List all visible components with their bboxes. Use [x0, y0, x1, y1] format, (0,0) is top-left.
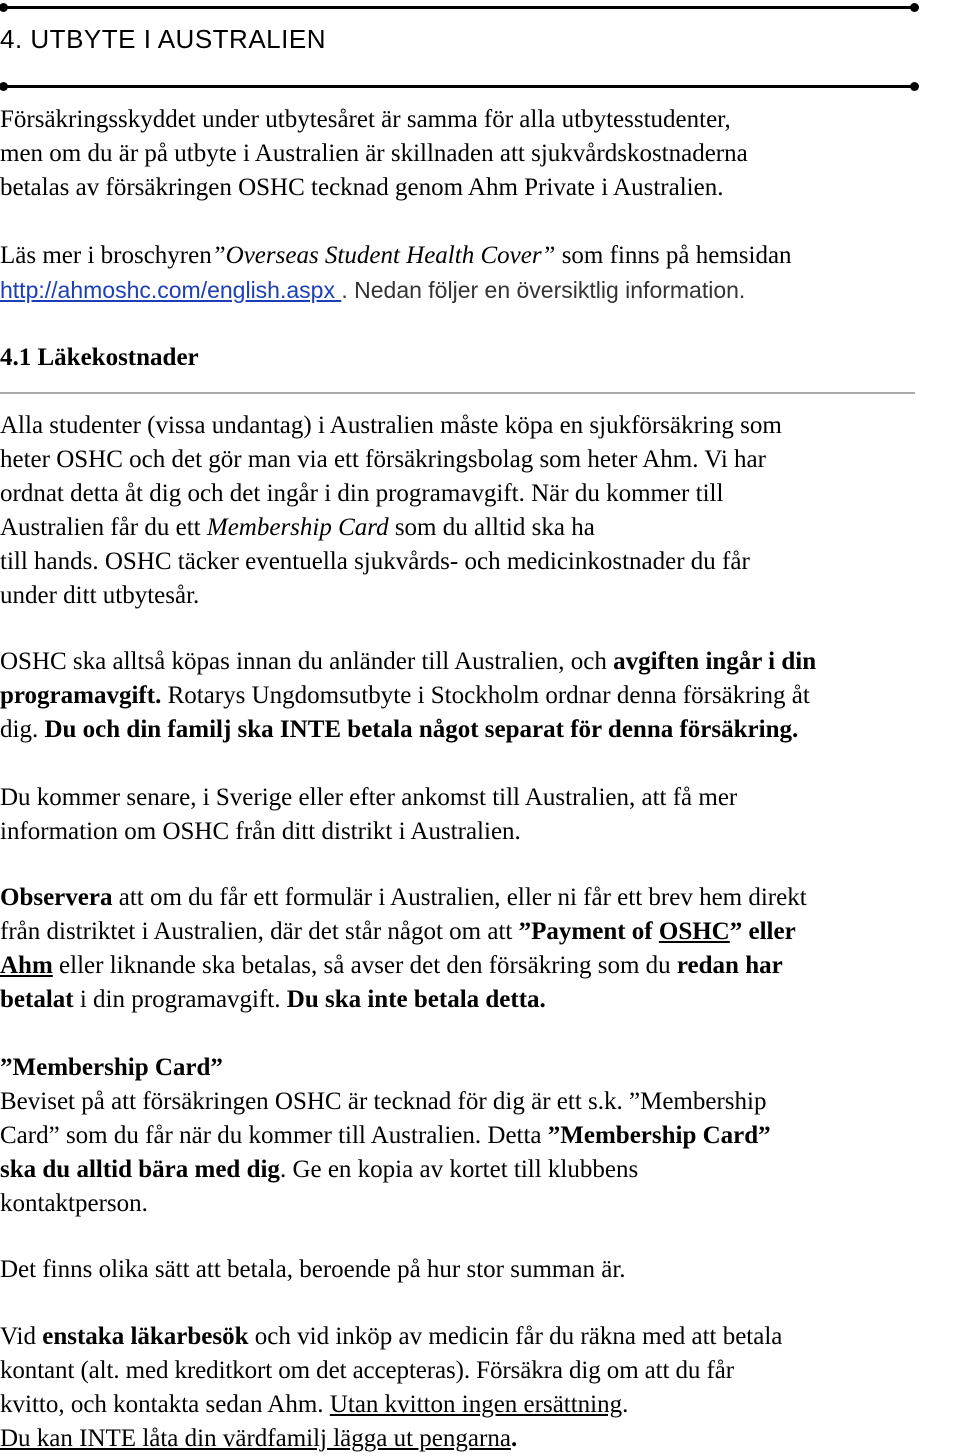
paragraph-1: Alla studenter (vissa undantag) i Australien måste köpa en sjukförsäkring som heter OSHC och det gör man via ett försäkringsbolag som heter Ahm. Vi har ordnat detta åt dig och det ingår i din programavgift. När du kommer till Australien får du ett Membership Card som du alltid ska ha till hands. OSHC täcker eventuella sjukvårds- och medicinkostnader du får under ditt utbytesår. [0, 412, 782, 609]
readmore-paragraph: Läs mer i broschyren”Overseas Student Health Cover” som finns på hemsidan http://ahmoshc.com/english.aspx . Nedan följer en översiktlig information. [0, 242, 792, 303]
paragraph-3: Du kommer senare, i Sverige eller efter ankomst till Australien, att få mer information om OSHC från ditt distrikt i Australien. [0, 784, 738, 845]
brochure-title: ”Overseas Student Health Cover” [211, 242, 556, 269]
title-rule [0, 85, 915, 88]
paragraph-7: Vid enstaka läkarbesök och vid inköp av medicin får du räkna med att betala kontant (alt. med kreditkort om det accepteras). Försäkra dig om att du får kvitto, och kontakta sedan Ahm. Utan kvitton ingen ersättning. Du kan INTE låta din värdfamilj lägga ut pengarna. [0, 1323, 783, 1452]
ahm-link[interactable]: http://ahmoshc.com/english.aspx [0, 277, 342, 303]
paragraph-5: ”Membership Card” Beviset på att försäkringen OSHC är tecknad för dig är ett s.k. ”Membership Card” som du får när du kommer till Australien. Detta ”Membership Card” ska du alltid bära med dig. Ge en kopia av kortet till klubbens kontaktperson. [0, 1054, 771, 1217]
subsection-rule [0, 392, 915, 394]
paragraph-6: Det finns olika sätt att betala, beroende på hur stor summan är. [0, 1256, 626, 1283]
top-rule [0, 6, 915, 9]
paragraph-2: OSHC ska alltså köpas innan du anländer till Australien, och avgiften ingår i din programavgift. Rotarys Ungdomsutbyte i Stockholm ordnar denna försäkring åt dig. Du och din familj ska INTE betala något separat för denna försäkring. [0, 648, 817, 743]
subsection-title: 4.1 Läkekostnader [0, 344, 199, 371]
intro-paragraph: Försäkringsskyddet under utbytesåret är samma för alla utbytesstudenter, men om du är på utbyte i Australien är skillnaden att sjukvårdskostnaderna betalas av försäkringen OSHC tecknad genom Ahm Private i Australien. [0, 106, 748, 201]
membership-card-heading: ”Membership Card” [0, 1054, 223, 1081]
paragraph-4: Observera att om du får ett formulär i Australien, eller ni får ett brev hem direkt från distriktet i Australien, där det står något om att ”Payment of OSHC” eller Ahm eller liknande ska betalas, så avser det den försäkring som du redan har betalat i din programavgift. Du ska inte betala detta. [0, 884, 807, 1013]
section-title: 4. UTBYTE I AUSTRALIEN [0, 24, 326, 54]
